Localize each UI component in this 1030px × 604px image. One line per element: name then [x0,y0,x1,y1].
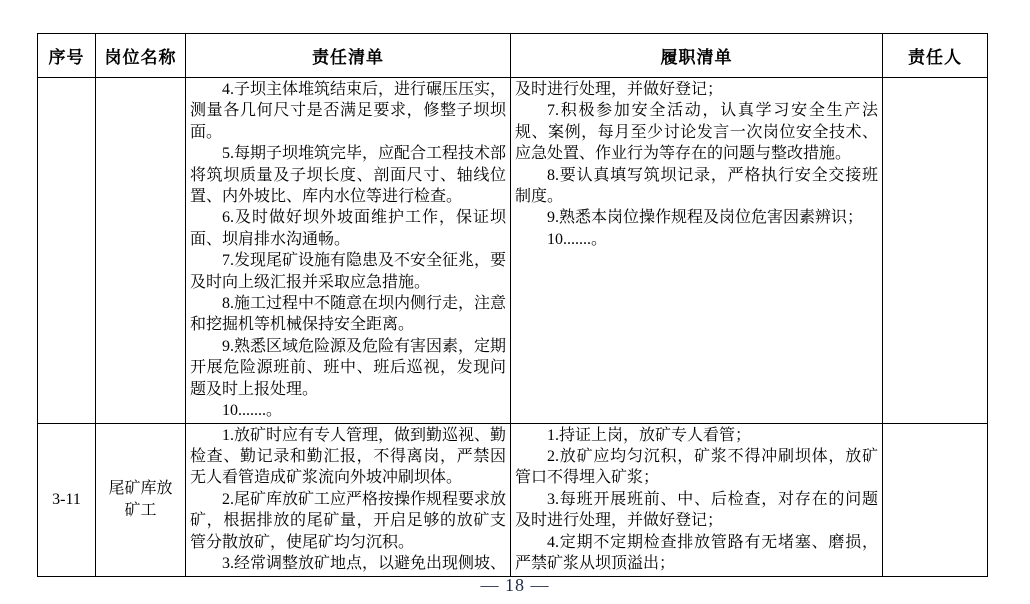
table-row [38,423,988,576]
performance-paragraph: 3.每班开展班前、中、后检查，对存在的问题及时进行处理，并做好登记； [515,490,878,530]
header-row [38,34,988,78]
performance-paragraph: 2.放矿应均匀沉积，矿浆不得冲刷坝体，放矿管口不得埋入矿浆； [515,447,878,487]
header-seq: 序号 [38,34,96,78]
page-number: — 18 — [480,575,550,595]
performance-paragraph: 及时进行处理，并做好登记； [515,81,724,98]
cell-position-name [96,78,186,424]
duty-paragraph: 8.施工过程中不随意在坝内侧行走，注意和挖掘机等机械保持安全距离。 [190,295,507,334]
duty-paragraph: 9.熟悉区域危险源及危险有害因素，定期开展危险源班前、班中、班后巡视，发现问题及时上报处理。 [190,337,507,398]
duty-paragraph: 6.及时做好坝外坡面维护工作，保证坝面、坝肩排水沟通畅。 [190,209,506,248]
duty-paragraph: 2.尾矿库放矿工应严格按操作规程要求放矿，根据排放的尾矿量，开启足够的放矿支管分散放矿，使尾矿均匀沉积。 [190,490,507,551]
cell-responsible-person [883,78,988,424]
duty-paragraph: 5.每期子坝堆筑完毕，应配合工程技术部将筑坝质量及子坝长度、剖面尺寸、轴线位置、内外坡比、库内水位等进行检查。 [190,145,507,206]
cell-seq: 3-11 [38,423,96,576]
performance-paragraph: 4.定期不定期检查排放管路有无堵塞、磨损，严禁矿浆从坝顶溢出； [515,533,878,572]
performance-paragraph: 1.持证上岗，放矿专人看管； [547,426,752,444]
duty-paragraph: 4.子坝主体堆筑结束后，进行碾压压实，测量各几何尺寸是否满足要求，修整子坝坝面。 [190,81,507,141]
duty-paragraph: 10.......。 [222,402,283,420]
header-position: 岗位名称 [96,34,186,78]
header-duty-list: 责任清单 [186,34,511,78]
performance-paragraph: 9.熟悉本岗位操作规程及岗位危害因素辨识； [547,209,864,227]
header-responsible-person: 责任人 [883,34,988,78]
performance-paragraph: 10.......。 [547,230,608,248]
cell-performance-list [511,423,883,576]
performance-paragraph: 7.积极参加安全活动，认真学习安全生产法规、案例，每月至少讨论发言一次岗位安全技术、应急处置、作业行为等存在的问题与整改措施。 [515,102,878,163]
responsibility-table [37,33,988,577]
duty-paragraph: 1.放矿时应有专人管理，做到勤巡视、勤检查、勤记录和勤汇报，不得离岗，严禁因无人看管造成矿浆流向外坡冲刷坝体。 [190,426,507,487]
header-performance-list: 履职清单 [511,34,883,78]
duty-paragraph: 7.发现尾矿设施有隐患及不安全征兆，要及时向上级汇报并采取应急措施。 [190,252,507,291]
page-footer [0,575,1030,599]
performance-paragraph: 8.要认真填写筑坝记录，严格执行安全交接班制度。 [515,166,878,206]
cell-responsible-person [883,423,988,576]
cell-seq [38,78,96,424]
cell-duty-list [186,423,511,576]
table-row [38,78,988,424]
cell-duty-list [186,78,511,424]
duty-paragraph: 3.经常调整放矿地点，以避免出现侧坡、 [222,554,507,572]
cell-performance-list [511,78,883,424]
cell-position-name: 尾矿库放矿工 [96,423,186,576]
